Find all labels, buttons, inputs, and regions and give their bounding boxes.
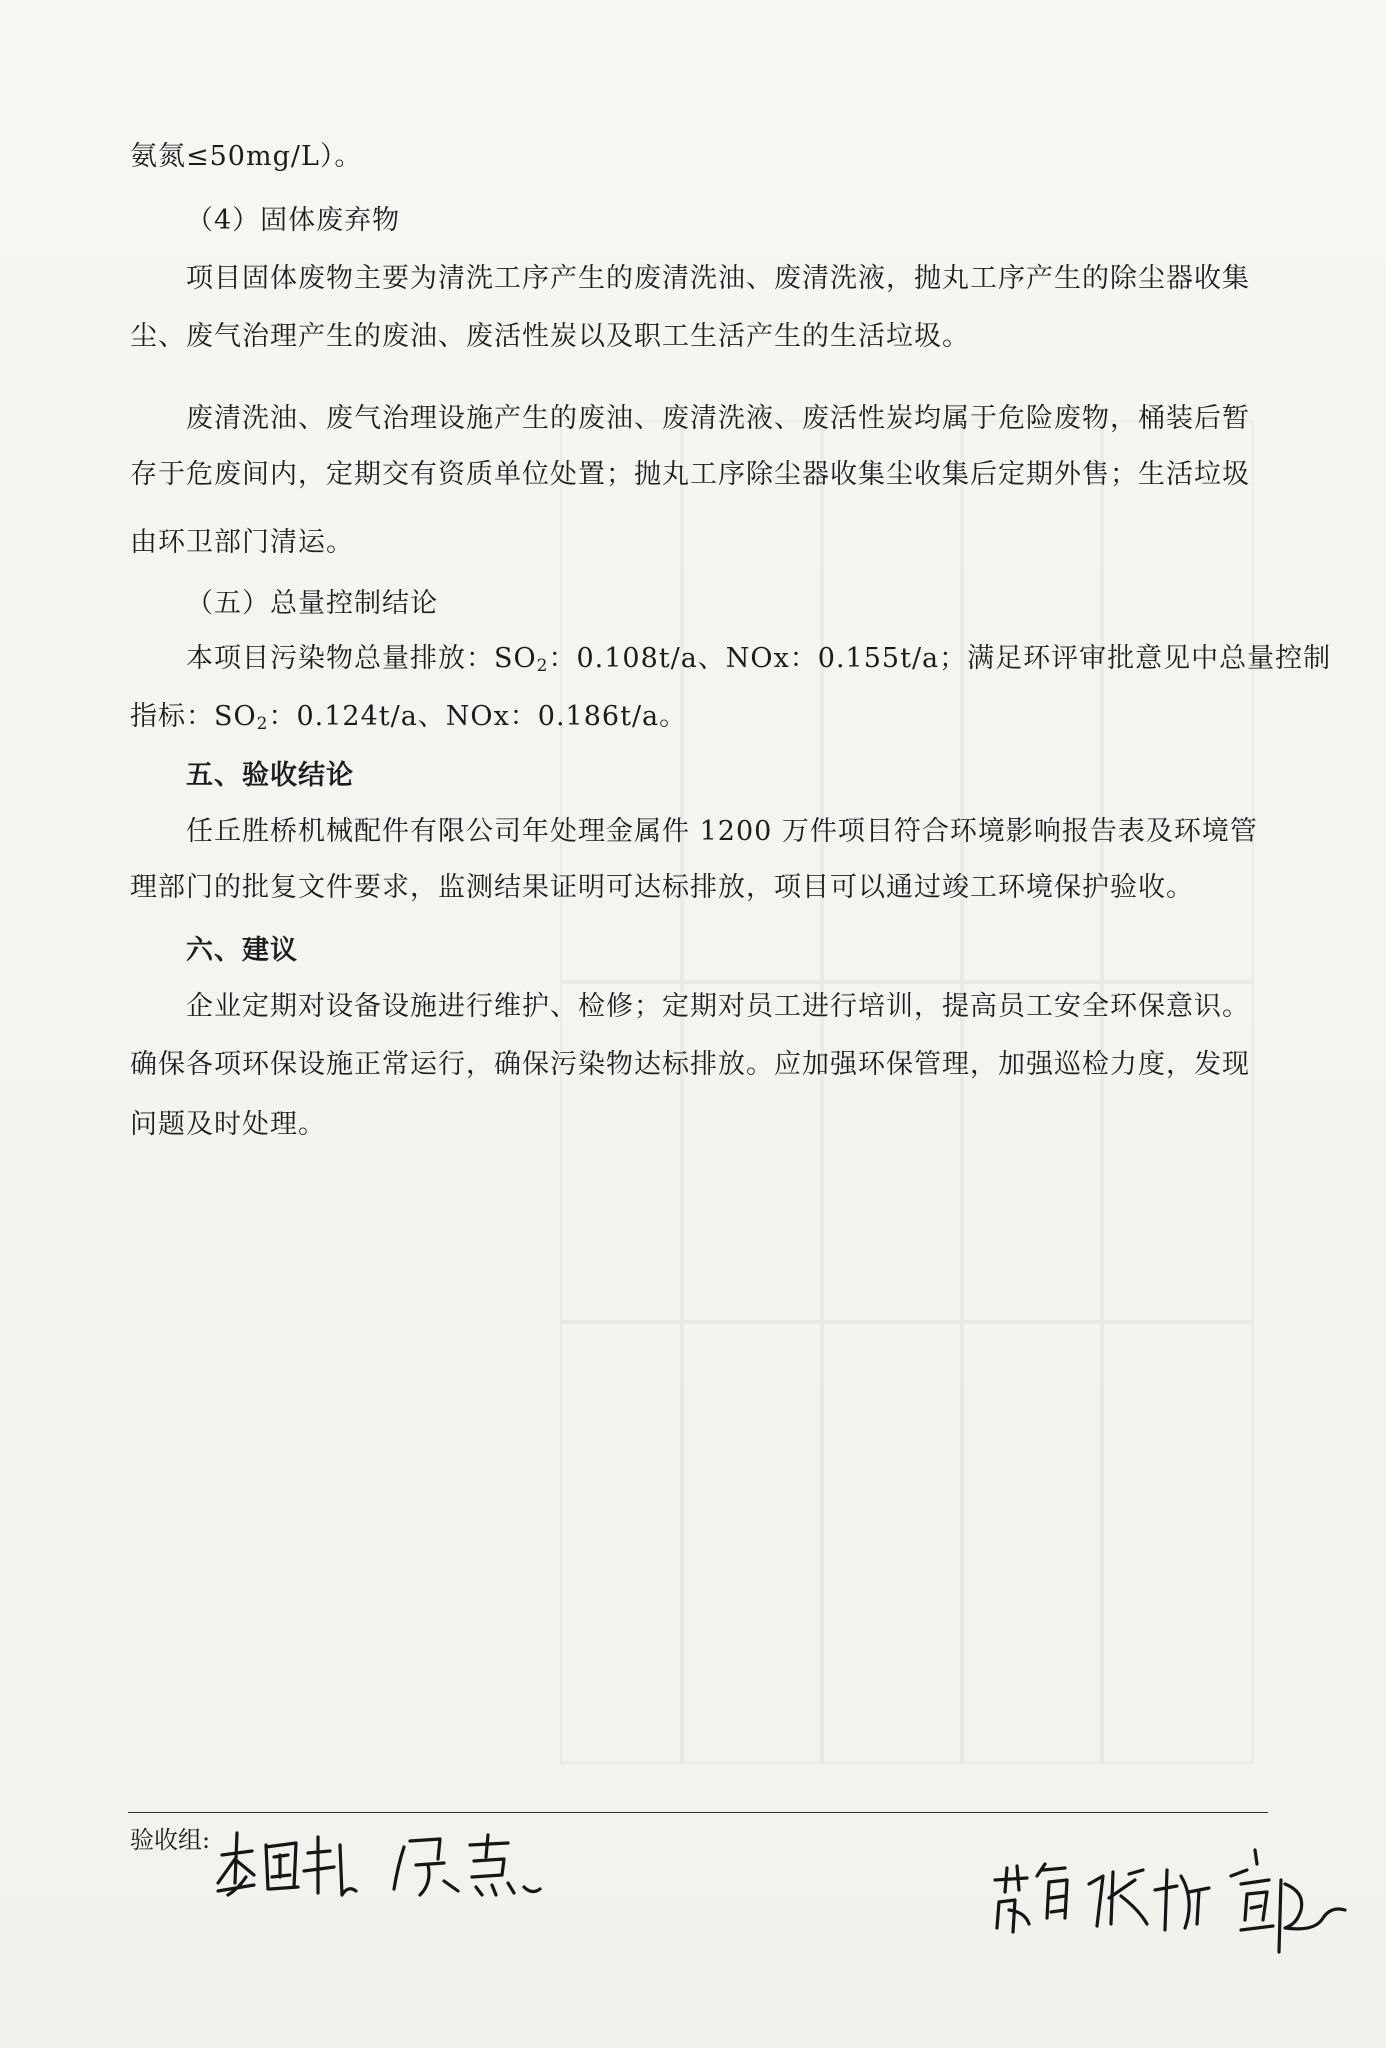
text-line-solid-waste-1: 项目固体废物主要为清洗工序产生的废清洗油、废清洗液，抛丸工序产生的除尘器收集 <box>186 263 1250 294</box>
text-line-total-index <box>130 697 1260 744</box>
heading-suggestions: 六、建议 <box>186 935 298 966</box>
text-line-conclusion-2: 理部门的批复文件要求，监测结果证明可达标排放，项目可以通过竣工环境保护验收。 <box>130 872 1194 903</box>
index-prefix: 指标：SO <box>130 701 257 732</box>
text-line-ammonia: 氨氮≤50mg/L）。 <box>130 141 363 172</box>
show-through-table <box>560 420 1260 1780</box>
signature-divider <box>128 1812 1268 1813</box>
text-line-hazardous-1: 废清洗油、废气治理设施产生的废油、废清洗液、废活性炭均属于危险废物，桶装后暂 <box>186 403 1250 434</box>
emission-prefix: 本项目污染物总量排放：SO <box>186 643 537 674</box>
index-values: ：0.124t/a、NOx：0.186t/a。 <box>268 701 688 732</box>
text-line-solid-waste-2: 尘、废气治理产生的废油、废活性炭以及职工生活产生的生活垃圾。 <box>130 321 970 352</box>
acceptance-group-label: 验收组: <box>130 1826 211 1854</box>
heading-acceptance-conclusion: 五、验收结论 <box>186 760 354 791</box>
text-line-suggestion-2: 确保各项环保设施正常运行，确保污染物达标排放。应加强环保管理，加强巡检力度，发现 <box>130 1049 1250 1080</box>
subheading-total-control: （五）总量控制结论 <box>186 588 438 619</box>
text-line-conclusion-1: 任丘胜桥机械配件有限公司年处理金属件 1200 万件项目符合环境影响报告表及环境管 <box>186 816 1258 847</box>
so2-subscript: 2 <box>536 656 549 676</box>
text-line-hazardous-2: 存于危废间内，定期交有资质单位处置；抛丸工序除尘器收集尘收集后定期外售；生活垃圾 <box>130 459 1250 490</box>
handwritten-signature-1 <box>208 1825 608 1905</box>
emission-values: ：0.108t/a、NOx：0.155t/a；满足环评审批意见中总量控制 <box>548 643 1332 674</box>
text-line-total-emission <box>186 639 1332 686</box>
so2-subscript-index: 2 <box>256 714 269 734</box>
subheading-solid-waste: （4）固体废弃物 <box>186 205 401 236</box>
text-line-suggestion-3: 问题及时处理。 <box>130 1109 326 1140</box>
text-line-suggestion-1: 企业定期对设备设施进行维护、检修；定期对员工进行培训，提高员工安全环保意识。 <box>186 991 1250 1022</box>
text-line-hazardous-3: 由环卫部门清运。 <box>130 527 354 558</box>
handwritten-signature-2 <box>985 1840 1375 1960</box>
